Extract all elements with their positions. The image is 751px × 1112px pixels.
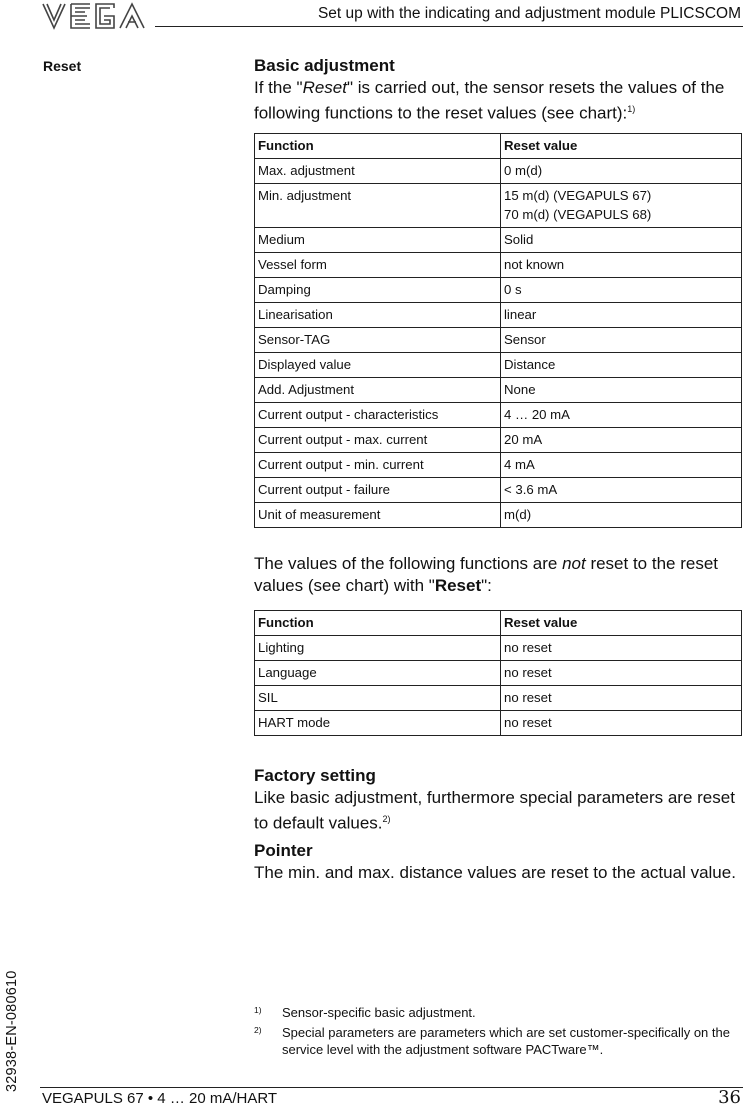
not-reset-table <box>254 610 742 736</box>
cell-function: Medium <box>255 228 501 253</box>
cell-function: Language <box>255 661 501 686</box>
intro-text-post: " is carried out, the sensor resets the values of the following functions to the reset values (see chart): <box>254 78 725 123</box>
cell-reset-value <box>501 278 742 303</box>
footer-product: VEGAPULS 67 • 4 … 20 mA/HART <box>42 1090 278 1107</box>
cell-reset-value <box>501 686 742 711</box>
reset-value-line: 0 m(d) <box>504 163 543 178</box>
footnote-2-number: 2) <box>254 1025 262 1035</box>
reset-value-line: 0 s <box>504 282 522 297</box>
cell-function: Sensor-TAG <box>255 328 501 353</box>
pointer-text: The min. and max. distance values are reset to the actual value. <box>254 863 736 882</box>
footnote-1-number: 1) <box>254 1005 262 1015</box>
cell-function: Linearisation <box>255 303 501 328</box>
cell-function: Current output - failure <box>255 478 501 503</box>
cell-function: Current output - max. current <box>255 428 501 453</box>
cell-reset-value <box>501 453 742 478</box>
reset-value-line: linear <box>504 307 537 322</box>
column-header-reset-value: Reset value <box>501 134 742 159</box>
table-row <box>255 328 742 353</box>
cell-function: HART mode <box>255 711 501 736</box>
cell-reset-value <box>501 228 742 253</box>
table-header-row <box>255 611 742 636</box>
footnote-ref-1: 1) <box>627 103 636 114</box>
reset-value-line: < 3.6 mA <box>504 482 558 497</box>
cell-function: Unit of measurement <box>255 503 501 528</box>
basic-adjustment-intro <box>254 77 742 124</box>
pointer-section <box>254 841 742 884</box>
page-number: 36 <box>718 1087 741 1108</box>
reset-value-line: 20 mA <box>504 432 543 447</box>
reset-value-line: None <box>504 382 536 397</box>
cell-reset-value <box>501 303 742 328</box>
intro-text-em: Reset <box>302 78 347 97</box>
table-row <box>255 303 742 328</box>
reset-value-line: m(d) <box>504 507 532 522</box>
basic-adjustment-section <box>254 56 742 124</box>
not-reset-text-post: ": <box>481 575 492 595</box>
table-row <box>255 378 742 403</box>
not-reset-text-mid: reset to the reset values (see chart) with " <box>254 554 719 595</box>
cell-function: Min. adjustment <box>255 184 501 228</box>
cell-reset-value <box>501 253 742 278</box>
reset-value-line: Distance <box>504 357 556 372</box>
factory-setting-section <box>254 766 742 834</box>
cell-function: Current output - characteristics <box>255 403 501 428</box>
table-row <box>255 278 742 303</box>
cell-function: Vessel form <box>255 253 501 278</box>
footnote-1-text: Sensor-specific basic adjustment. <box>282 1005 476 1020</box>
cell-reset-value <box>501 184 742 228</box>
table-row <box>255 228 742 253</box>
table-row <box>255 403 742 428</box>
factory-setting-body: Like basic adjustment, furthermore special parameters are reset to default values. <box>254 788 735 833</box>
reset-value-line: 70 m(d) (VEGAPULS 68) <box>504 207 652 222</box>
reset-value-line: no reset <box>504 640 552 655</box>
reset-value-line: Solid <box>504 232 534 247</box>
pointer-heading: Pointer <box>254 841 313 860</box>
reset-value-line: 4 mA <box>504 457 535 472</box>
table-row <box>255 453 742 478</box>
table-row <box>255 478 742 503</box>
cell-reset-value <box>501 328 742 353</box>
header-rule <box>155 26 743 27</box>
cell-reset-value <box>501 636 742 661</box>
reset-value-line: no reset <box>504 690 552 705</box>
cell-function: Max. adjustment <box>255 159 501 184</box>
footnote-1 <box>254 1004 744 1021</box>
reset-value-line: 4 … 20 mA <box>504 407 570 422</box>
not-reset-text <box>254 553 742 596</box>
cell-reset-value <box>501 711 742 736</box>
reset-value-line: no reset <box>504 715 552 730</box>
footer-rule <box>40 1087 743 1088</box>
table-row <box>255 159 742 184</box>
intro-text-pre: If the " <box>254 78 303 97</box>
table-row <box>255 686 742 711</box>
cell-reset-value <box>501 378 742 403</box>
footnote-ref-2: 2) <box>382 813 391 824</box>
table-header-row <box>255 134 742 159</box>
column-header-function: Function <box>255 134 501 159</box>
table-row <box>255 428 742 453</box>
cell-reset-value <box>501 478 742 503</box>
cell-function: Displayed value <box>255 353 501 378</box>
cell-reset-value <box>501 403 742 428</box>
basic-adjustment-heading: Basic adjustment <box>254 56 395 75</box>
cell-function: Lighting <box>255 636 501 661</box>
table-row <box>255 636 742 661</box>
table-row <box>255 503 742 528</box>
reset-value-line: Sensor <box>504 332 546 347</box>
cell-function: Add. Adjustment <box>255 378 501 403</box>
cell-reset-value <box>501 661 742 686</box>
column-header-reset-value: Reset value <box>501 611 742 636</box>
table-row <box>255 184 742 228</box>
reset-value-line: 15 m(d) (VEGAPULS 67) <box>504 188 652 203</box>
reset-value-line: no reset <box>504 665 552 680</box>
header-title: Set up with the indicating and adjustment module PLICSCOM <box>317 5 741 22</box>
reset-values-table-wrap <box>254 133 742 528</box>
reset-values-table <box>254 133 742 528</box>
not-reset-text-em: not <box>562 554 586 573</box>
not-reset-intro <box>254 553 742 596</box>
not-reset-table-wrap <box>254 610 742 736</box>
cell-function: SIL <box>255 686 501 711</box>
cell-reset-value <box>501 428 742 453</box>
table-row <box>255 661 742 686</box>
factory-setting-heading: Factory setting <box>254 766 376 785</box>
cell-function: Current output - min. current <box>255 453 501 478</box>
footnote-2-text: Special parameters are parameters which are set customer-specifically on the service level with the adjustment software PACTware™. <box>282 1025 730 1057</box>
factory-setting-text <box>254 787 742 834</box>
table-row <box>255 711 742 736</box>
cell-function: Damping <box>255 278 501 303</box>
cell-reset-value <box>501 503 742 528</box>
footnote-2 <box>254 1024 744 1058</box>
vega-logo <box>40 0 148 32</box>
cell-reset-value <box>501 159 742 184</box>
footnotes <box>254 1004 744 1061</box>
table-row <box>255 253 742 278</box>
cell-reset-value <box>501 353 742 378</box>
not-reset-text-pre: The values of the following functions are <box>254 554 563 573</box>
not-reset-text-strong: Reset <box>434 575 482 595</box>
reset-value-line: not known <box>504 257 565 272</box>
table-row <box>255 353 742 378</box>
document-code: 32938-EN-080610 <box>4 970 20 1092</box>
section-side-label: Reset <box>43 58 82 74</box>
column-header-function: Function <box>255 611 501 636</box>
